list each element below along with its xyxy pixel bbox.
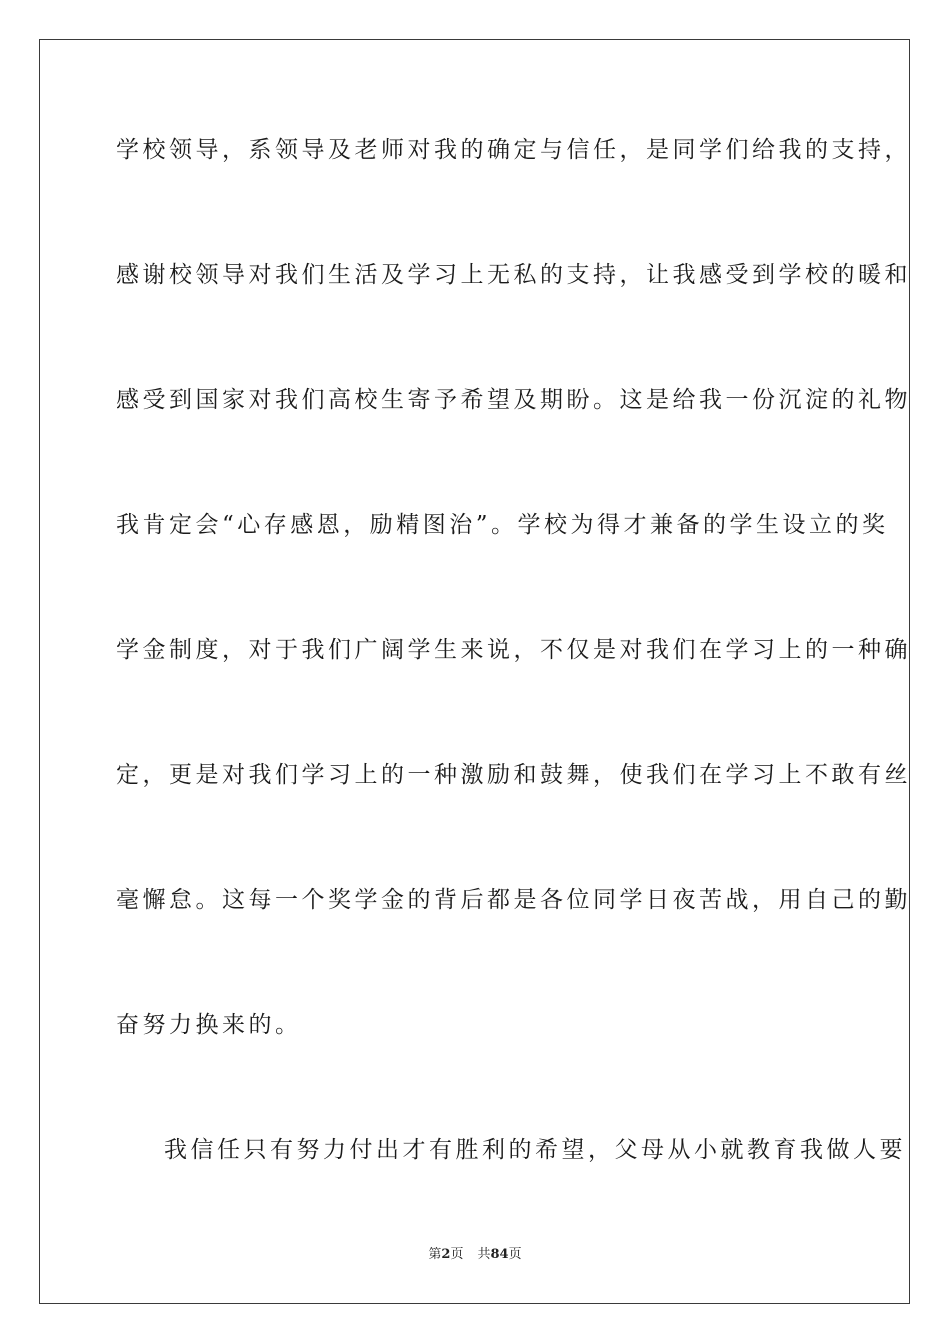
body-text-line-8: 奋努力换来的。: [116, 1012, 302, 1038]
page-suffix: 页: [450, 1247, 464, 1262]
page-footer: [0, 1246, 950, 1264]
body-text-line-9-indented: 我信任只有努力付出才有胜利的希望，父母从小就教育我做人要: [164, 1137, 906, 1163]
body-text-line-3: 感受到国家对我们高校生寄予希望及期盼。这是给我一份沉淀的礼物: [116, 387, 911, 413]
body-text-line-5: 学金制度，对于我们广阔学生来说，不仅是对我们在学习上的一种确: [116, 637, 911, 663]
body-text-line-1: 学校领导，系领导及老师对我的确定与信任，是同学们给我的支持，: [116, 137, 911, 163]
page-prefix: 第: [428, 1247, 442, 1262]
total-prefix: 共: [477, 1247, 491, 1262]
total-suffix: 页: [508, 1247, 522, 1262]
total-pages: 84: [490, 1247, 509, 1262]
body-text-line-7: 毫懈怠。这每一个奖学金的背后都是各位同学日夜苦战，用自己的勤: [116, 887, 911, 913]
body-text-line-2: 感谢校领导对我们生活及学习上无私的支持，让我感受到学校的暖和: [116, 262, 911, 288]
page-number: 2: [441, 1247, 451, 1262]
body-text-line-4: 我肯定会“心存感恩，励精图治”。学校为得才兼备的学生设立的奖: [116, 512, 889, 538]
body-text-line-6: 定，更是对我们学习上的一种激励和鼓舞，使我们在学习上不敢有丝: [116, 762, 911, 788]
page-border: [39, 39, 910, 1304]
